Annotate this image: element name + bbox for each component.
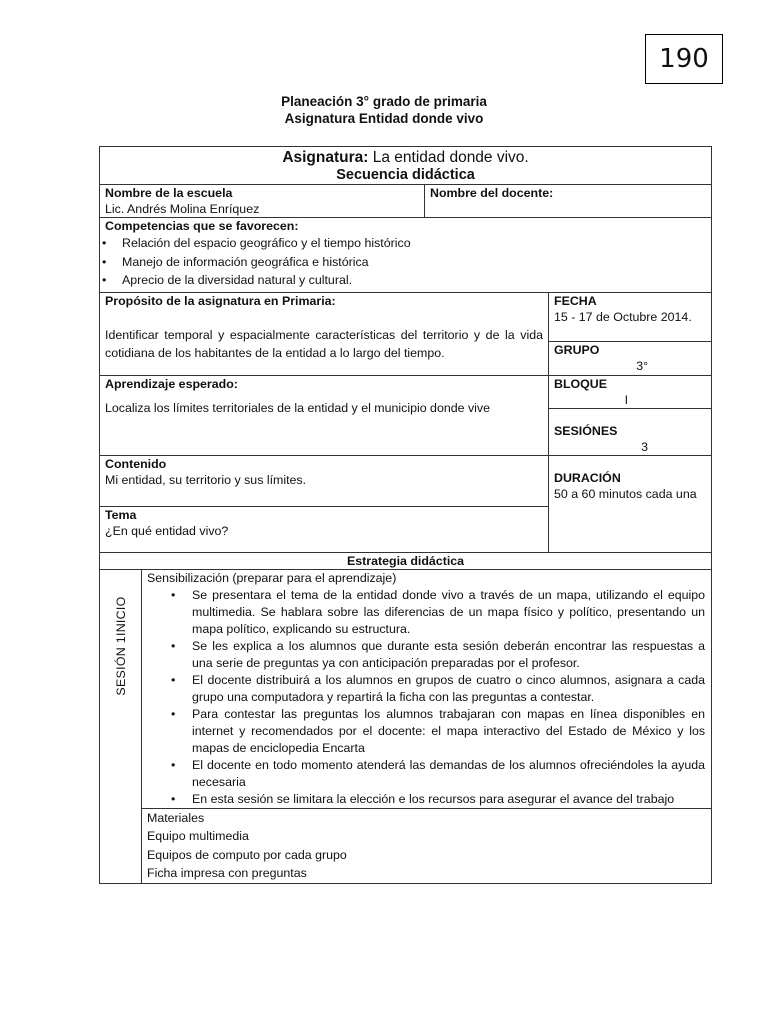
competencia-item: • Aprecio de la diversidad natural y cultural. [102, 271, 706, 290]
estrategia-intro: Sensibilización (preparar para el aprendizaje) [147, 570, 397, 585]
proposito-label: Propósito de la asignatura en Primaria: [105, 293, 336, 308]
aprendizaje-label: Aprendizaje esperado: [105, 376, 238, 391]
escuela-value: Lic. Andrés Molina Enríquez [105, 202, 260, 216]
competencia-item: • Manejo de información geográfica e histórica [102, 253, 706, 272]
proposito-row [100, 292, 712, 341]
duracion-value: 50 a 60 minutos cada una [554, 486, 697, 501]
materiales-label: Materiales [147, 810, 205, 825]
estrategia-item: • En esta sesión se limitara la elección e los recursos para asegurar el avance del trabajo [147, 791, 705, 808]
page-number: 190 [645, 34, 723, 84]
planning-table [99, 146, 712, 884]
aprendizaje-row [100, 375, 712, 408]
bloque-label: BLOQUE [554, 376, 608, 391]
estrategia-label: Estrategia didáctica [100, 552, 712, 569]
estrategia-item: • El docente en todo momento atenderá las demandas de los alumnos ofreciéndoles la ayuda necesaria [147, 757, 705, 791]
materiales-row [100, 808, 712, 883]
tema-label: Tema [105, 507, 137, 522]
session-label-cell [100, 569, 142, 883]
aprendizaje-text: Localiza los límites territoriales de la entidad y el municipio donde vive [105, 400, 490, 415]
estrategia-item: • Para contestar las preguntas los alumnos trabajaran con mapas en línea disponibles en internet y recomendados por el docente: el mapa interactivo del Estado de México y los mapas de enciclopedia Encarta [147, 706, 705, 757]
proposito-text: Identificar temporal y espacialmente características del territorio y de la vida cotidiana de los habitantes de la entidad a lo largo del tiempo. [105, 327, 543, 360]
tema-text: ¿En qué entidad vivo? [105, 523, 229, 538]
title-line-1: Planeación 3° grado de primaria [281, 94, 487, 109]
estrategia-item: • Se les explica a los alumnos que durante esta sesión deberán encontrar las respuestas a una serie de preguntas ya con anticipación preparadas por el profesor. [147, 638, 705, 672]
material-item: Equipo multimedia [147, 829, 249, 843]
grupo-label: GRUPO [554, 342, 600, 357]
escuela-row [100, 185, 712, 218]
docente-label: Nombre del docente: [430, 186, 554, 200]
estrategia-item: • Se presentara el tema de la entidad donde vivo a través de un mapa, utilizando el equipo multimedia. Se hablara sobre las diferencias de un mapa físico y político, presentando un mapa político, explicando su estructura. [147, 587, 705, 638]
estrategia-row [100, 569, 712, 808]
contenido-text: Mi entidad, su territorio y sus límites. [105, 472, 307, 487]
grupo-value: 3° [636, 358, 649, 373]
material-item: Equipos de computo por cada grupo [147, 847, 347, 862]
competencias-row [100, 218, 712, 293]
document-title [0, 93, 768, 127]
contenido-label: Contenido [105, 456, 167, 471]
bloque-value: I [624, 392, 629, 407]
duracion-label: DURACIÓN [554, 470, 621, 485]
estrategia-list [147, 587, 705, 808]
competencias-label: Competencias que se favorecen: [105, 219, 299, 233]
escuela-label: Nombre de la escuela [105, 186, 233, 200]
fecha-value: 15 - 17 de Octubre 2014. [554, 309, 692, 324]
header-row [100, 147, 712, 185]
secuencia-heading: Secuencia didáctica [336, 167, 475, 183]
session-label: SESIÓN 1INICIO [113, 595, 128, 696]
competencias-list [105, 234, 706, 290]
estrategia-item: • El docente distribuirá a los alumnos en grupos de cuatro o cinco alumnos, asignara a cada grupo una computadora y repartirá la ficha con las preguntas a contestar. [147, 672, 705, 706]
asignatura-heading: Asignatura: La entidad donde vivo. [282, 149, 529, 166]
title-line-2: Asignatura Entidad donde vivo [284, 111, 484, 126]
fecha-label: FECHA [554, 293, 597, 308]
estrategia-header-row [100, 552, 712, 569]
sesiones-value: 3 [641, 439, 649, 454]
material-item: Ficha impresa con preguntas [147, 866, 307, 880]
sesiones-label: SESIÓNES [554, 423, 618, 438]
contenido-row [100, 455, 712, 506]
competencia-item: • Relación del espacio geográfico y el tiempo histórico [102, 234, 706, 253]
